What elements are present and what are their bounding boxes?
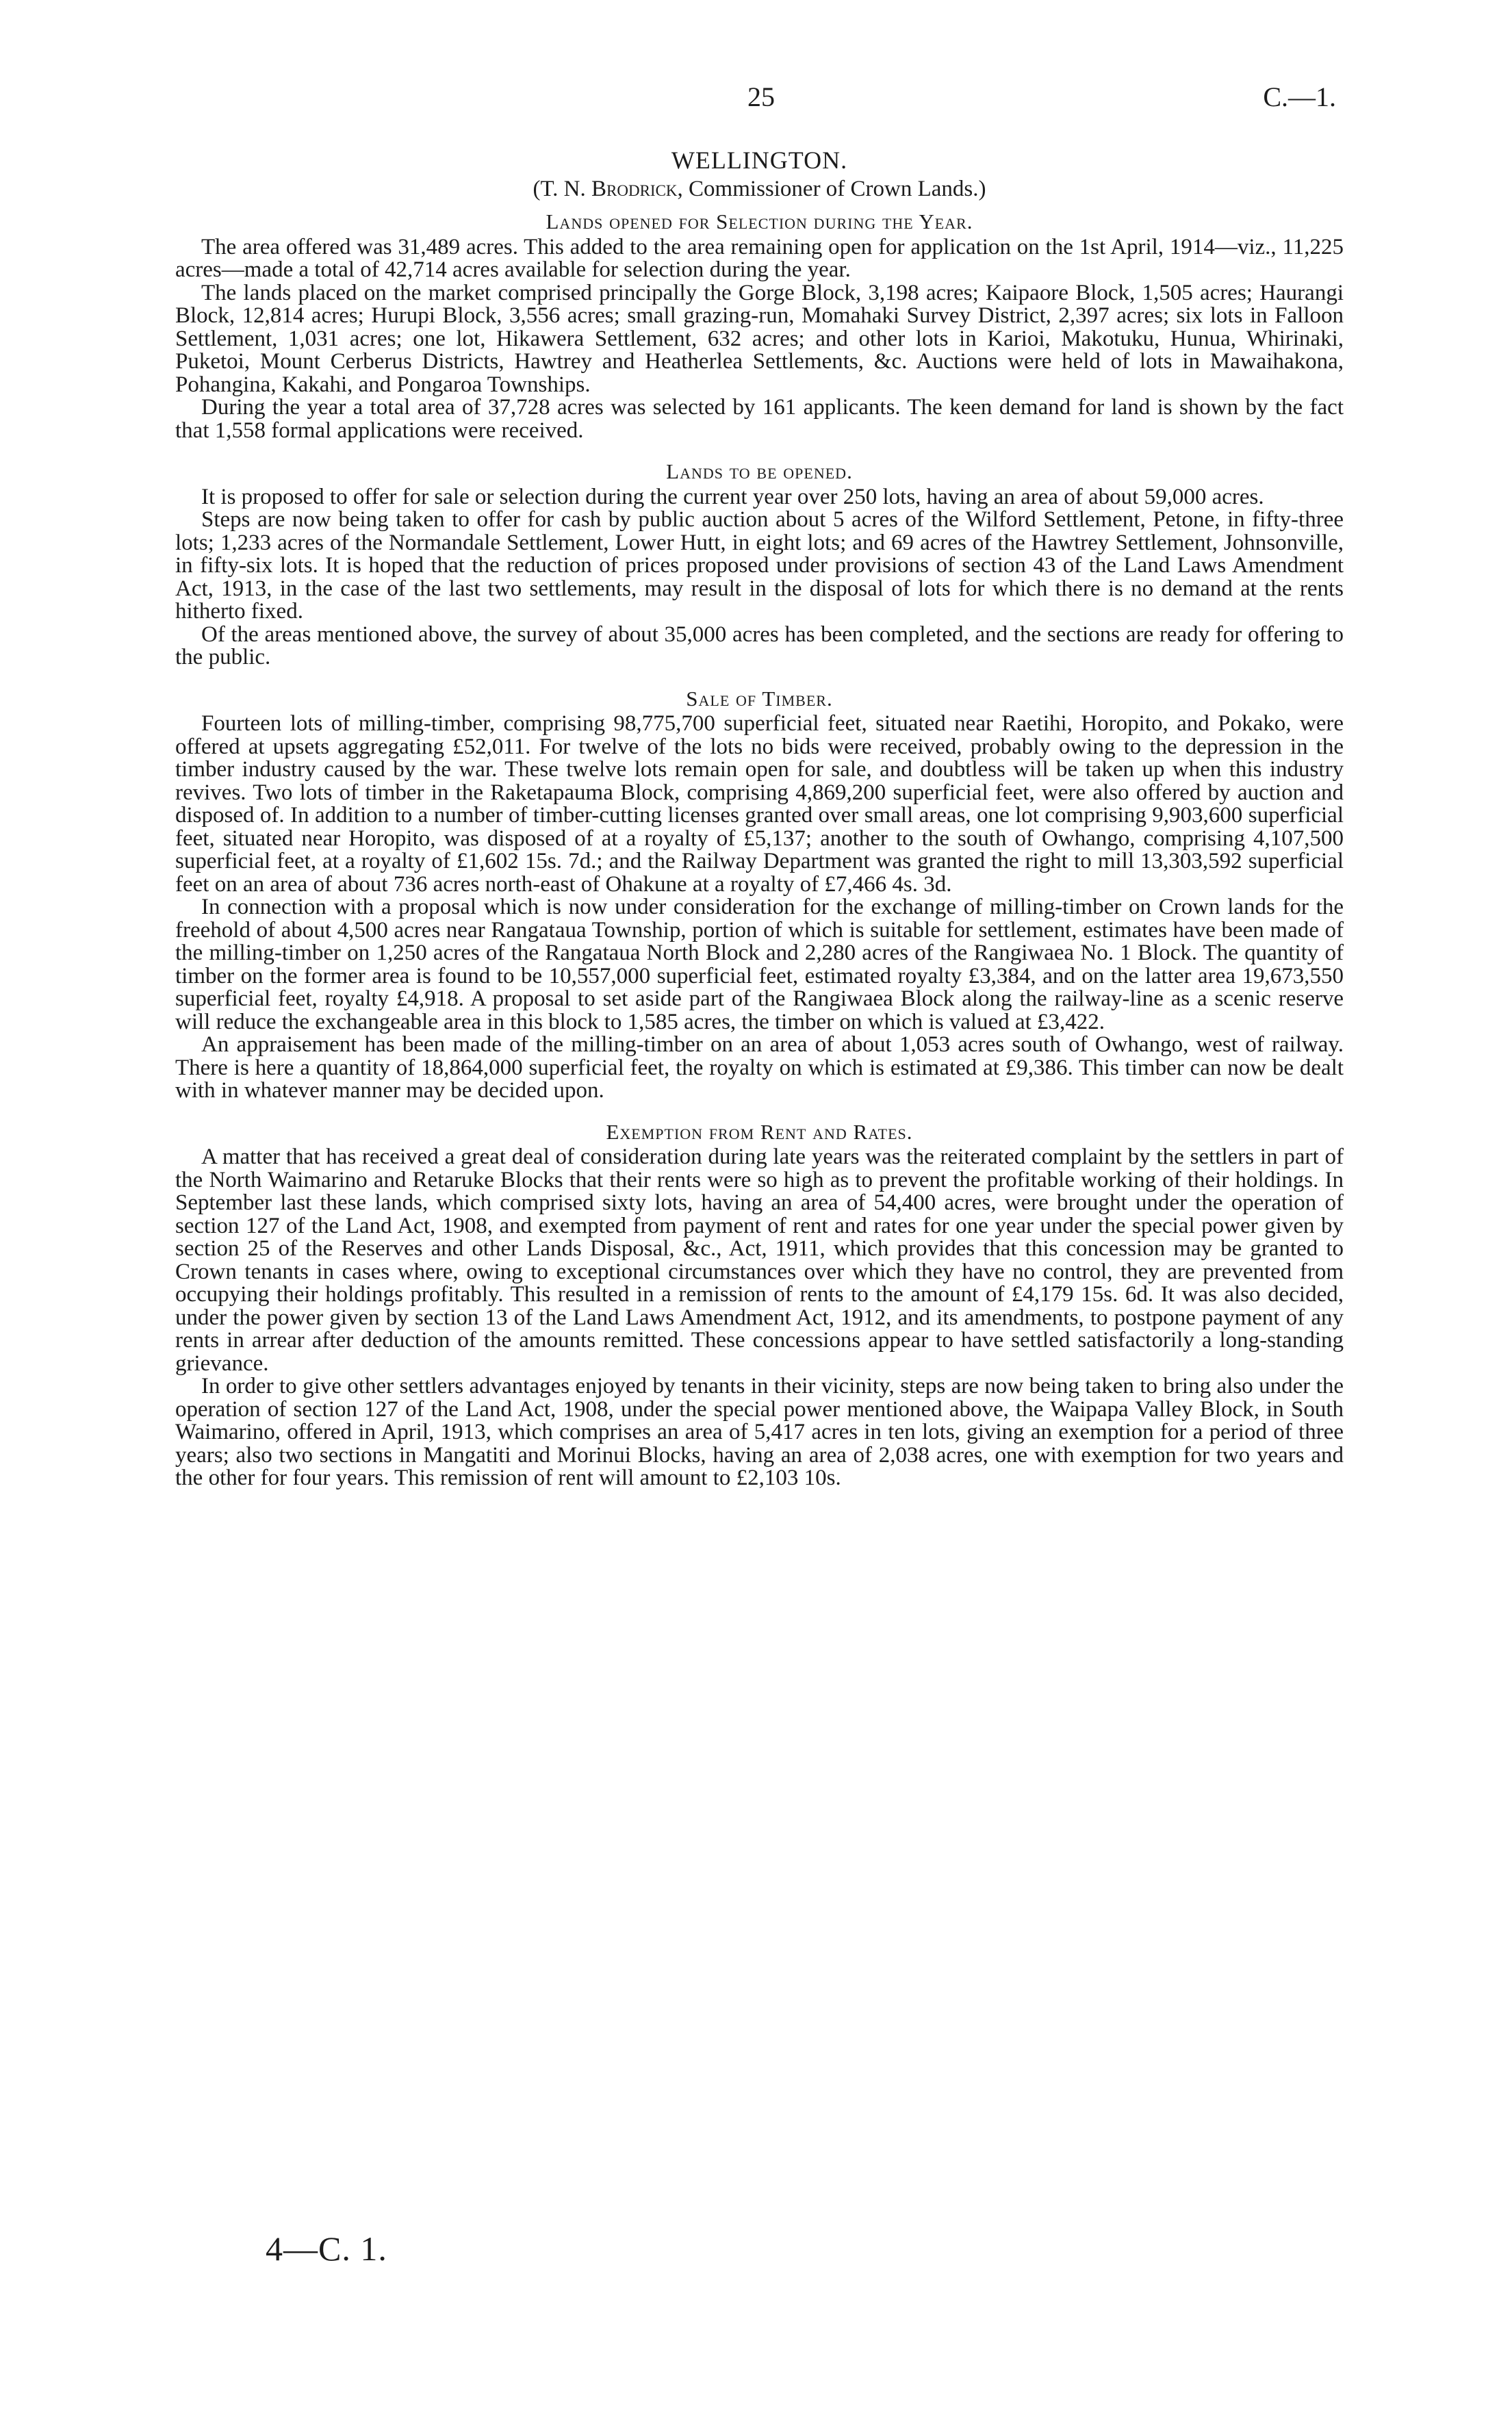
commissioner-name: Brodrick: [591, 176, 678, 201]
sheet-reference: 4—C. 1.: [266, 2229, 387, 2268]
document-reference: C.—1.: [1263, 81, 1336, 112]
paragraph: The area offered was 31,489 acres. This added to the area remaining open for application on the 1st April, 1914—viz., 11,225 acres—made a total of 42,714 acres available for selection during the year.: [175, 234, 1344, 282]
commissioner-prefix: (T. N.: [533, 176, 592, 201]
paragraph: In order to give other settlers advantages enjoyed by tenants in their vicinity, steps are now being taken to bring also under the operation of section 127 of the Land Act, 1908, under the special power mentioned above, the Waipapa Valley Block, in South Waimarino, offered in April, 1913, which comprises an area of 5,417 acres in ten lots, giving an exemption for a period of three years; also two sections in Mangatiti and Morinui Blocks, having an area of 2,038 acres, one with exemption for two years and the other for four years. This remission of rent will amount to £2,103 10s.: [175, 1374, 1344, 1490]
paragraph: Steps are now being taken to offer for cash by public auction about 5 acres of the Wilford Settlement, Petone, in fifty-three lots; 1,233 acres of the Normandale Settlement, Lower Hutt, in eight lots; and 69 acres of the Hawtrey Settlement, Johnsonville, in fifty-six lots. It is hoped that the reduction of prices proposed under provisions of section 43 of the Land Laws Amendment Act, 1913, in the case of the last two settlements, may result in the disposal of lots for which there is no demand at the rents hitherto fixed.: [175, 507, 1344, 624]
page-body: [175, 136, 1344, 1490]
paragraph: An appraisement has been made of the milling-timber on an area of about 1,053 acres south of Owhango, west of railway. There is here a quantity of 18,864,000 superficial feet, the royalty on which is estimated at £9,386. This timber can now be dealt with in whatever manner may be decided upon.: [175, 1032, 1344, 1103]
paragraph: During the year a total area of 37,728 acres was selected by 161 applicants. The keen demand for land is shown by the fact that 1,558 formal applications were received.: [175, 395, 1344, 443]
section-title: WELLINGTON.: [671, 146, 848, 174]
paragraph: It is proposed to offer for sale or selection during the current year over 250 lots, having an area of about 59,000 acres.: [201, 484, 1264, 509]
heading-sale-of-timber: Sale of Timber.: [686, 686, 833, 711]
paragraph: The lands placed on the market comprised principally the Gorge Block, 3,198 acres; Kaipaore Block, 1,505 acres; Haurangi Block, 12,814 acres; Hurupi Block, 3,556 acres; small grazing-run, Momahaki Survey District, 2,397 acres; six lots in Falloon Settlement, 1,031 acres; one lot, Hikawera Settlement, 632 acres; and other lots in Karioi, Makotuku, Hunua, Whirinaki, Puketoi, Mount Cerberus Districts, Hawtrey and Heatherlea Settlements, &c. Auctions were held of lots in Mawaihakona, Pohangina, Kakahi, and Pongaroa Townships.: [175, 280, 1344, 397]
paragraph: In connection with a proposal which is now under consideration for the exchange of milling-timber on Crown lands for the freehold of about 4,500 acres near Rangataua Township, portion of which is suitable for settlement, estimates have been made of the milling-timber on 1,250 acres of the Rangataua North Block and 2,280 acres of the Rangiwaea No. 1 Block. The quantity of timber on the former area is found to be 10,557,000 superficial feet, estimated royalty £3,384, and on the latter area 19,673,550 superficial feet, royalty £4,918. A proposal to set aside part of the Rangiwaea Block along the railway-line as a scenic reserve will reduce the exchangeable area in this block to 1,585 acres, the timber on which is valued at £3,422.: [175, 895, 1344, 1034]
heading-lands-opened: Lands opened for Selection during the Year.: [546, 209, 973, 233]
page-number: 25: [747, 81, 775, 112]
heading-exemption: Exemption from Rent and Rates.: [606, 1119, 913, 1144]
paragraph: Of the areas mentioned above, the survey of about 35,000 acres has been completed, and the sections are ready for offering to the public.: [175, 622, 1344, 669]
commissioner-title: , Commissioner of Crown Lands.): [677, 176, 986, 201]
heading-lands-to-be-opened: Lands to be opened.: [666, 459, 853, 483]
commissioner-line: [175, 178, 1344, 201]
paragraph: A matter that has received a great deal of consideration during late years was the reiterated complaint by the settlers in part of the North Waimarino and Retaruke Blocks that their rents were so high as to prevent the profitable working of their holdings. In September last these lands, which comprised sixty lots, having an area of 54,400 acres, were brought under the operation of section 127 of the Land Act, 1908, and exempted from payment of rent and rates for one year under the special power given by section 25 of the Reserves and other Lands Disposal, &c., Act, 1911, which provides that this concession may be granted to Crown tenants in cases where, owing to exceptional circumstances over which they have no control, they are prevented from occupying their holdings profitably. This resulted in a remission of rents to the amount of £4,179 15s. 6d. It was also decided, under the power given by section 13 of the Land Laws Amendment Act, 1912, and its amendments, to postpone payment of any rents in arrear after deduction of the amounts remitted. These concessions appear to have settled satisfactorily a long-standing grievance.: [175, 1144, 1344, 1376]
paragraph: Fourteen lots of milling-timber, comprising 98,775,700 superficial feet, situated near Raetihi, Horopito, and Pokako, were offered at upsets aggregating £52,011. For twelve of the lots no bids were received, probably owing to the depression in the timber industry caused by the war. These twelve lots remain open for sale, and doubtless will be taken up when this industry revives. Two lots of timber in the Raketapauma Block, comprising 4,869,200 superficial feet, were also offered by auction and disposed of. In addition to a number of timber-cutting licenses granted over small areas, one lot comprising 9,903,600 superficial feet, situated near Horopito, was disposed of at a royalty of £5,137; another to the south of Owhango, comprising 4,107,500 superficial feet, at a royalty of £1,602 15s. 7d.; and the Railway Department was granted the right to mill 13,303,592 superficial feet on an area of about 736 acres north-east of Ohakune at a royalty of £7,466 4s. 3d.: [175, 711, 1344, 897]
